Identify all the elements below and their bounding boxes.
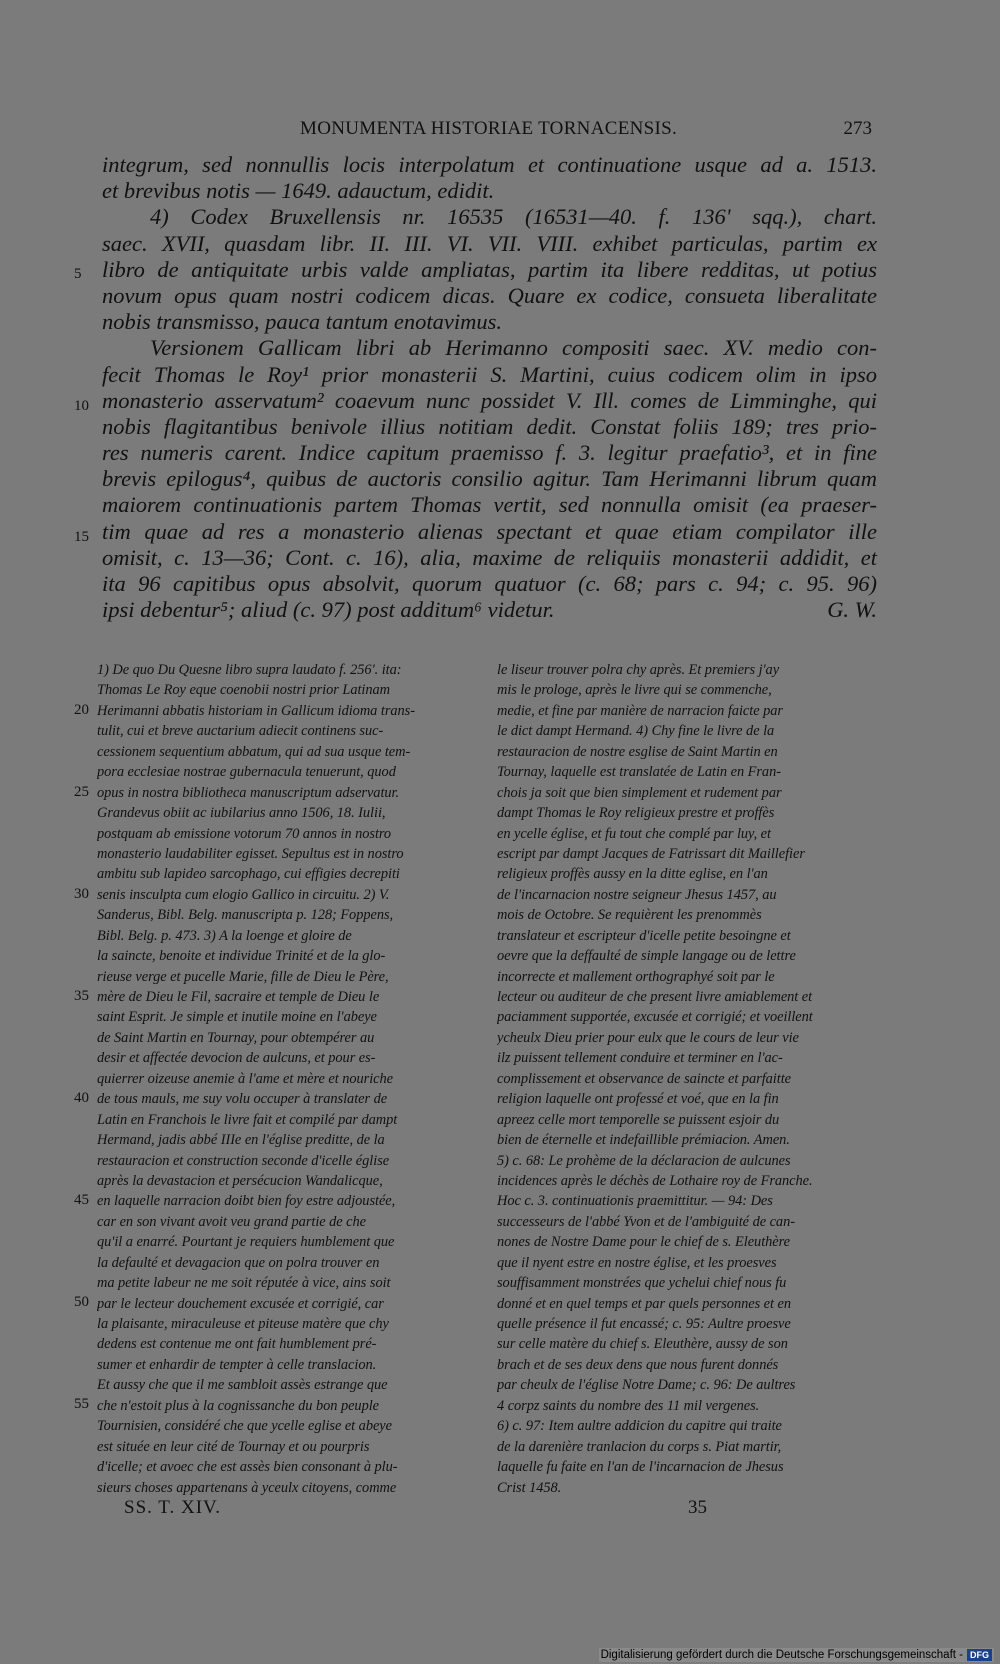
footnote-line: medie, et fine par manière de narracion faicte par [497, 702, 783, 719]
digitization-credit [599, 1648, 994, 1662]
main-line: et brevibus notis — 1649. adauctum, edidit. [102, 178, 495, 204]
line-number: 35 [74, 988, 89, 1004]
footnote-line: Bibl. Belg. p. 473. 3) A la loenge et gloire de [97, 927, 352, 944]
line-number: 20 [74, 702, 89, 718]
footnote-line: le dict dampt Hermand. 4) Chy fine le livre de la [497, 723, 775, 740]
footnote-line: 6) c. 97: Item aultre addicion du capitre qui traite [497, 1418, 782, 1435]
line-number: 45 [74, 1192, 89, 1208]
footnote-line: quelle présence il fut encassé; c. 95: Aultre proesve [497, 1316, 791, 1332]
footnote-line: mère de Dieu le Fil, sacraire et temple de Dieu le [97, 989, 380, 1005]
footnote-line: successeurs de l'abbé Yvon et de l'ambiguité de can- [497, 1213, 795, 1230]
footnote-line: dedens est contenue me ont fait humblement pré- [97, 1336, 377, 1353]
footnotes-right-column [497, 660, 873, 1498]
footnote-line: Herimanni abbatis historiam in Gallicum idioma trans- [97, 702, 415, 719]
main-text [102, 152, 877, 623]
dfg-logo: DFG [967, 1649, 992, 1661]
line-number: 30 [74, 886, 89, 902]
line-number: 15 [74, 529, 89, 545]
main-line: tim quae ad res a monasterio alienas spectant et quae etiam compilator ille [102, 518, 877, 544]
main-line: ita 96 capitibus opus absolvit, quorum quatuor (c. 68; pars c. 94; c. 95. 96) [102, 571, 877, 596]
footnote-line: la defaulté et devagacion que on polra trouver en [97, 1254, 380, 1271]
footnote-line: saint Esprit. Je simple et inutile moine en l'abeye [97, 1009, 377, 1026]
line-number: 25 [74, 784, 89, 800]
footnote-line: Thomas Le Roy eque coenobii nostri prior Latinam [97, 682, 391, 699]
footnote-line: ambitu sub lapideo sarcophago, cui effigies decrepiti [97, 866, 400, 883]
main-line: fecit Thomas le Roy¹ prior monasterii S. Martini, cuius codicem olim in ipso [102, 361, 877, 387]
page-number: 273 [843, 118, 872, 139]
line-number: 50 [74, 1294, 89, 1310]
footnote-line: incidences après le déchès de Lothaire roy de Franche. [497, 1172, 813, 1189]
footnote-line: que il nyent estre en nostre église, et les proesves [497, 1254, 777, 1271]
footnote-line: par cheulx de l'église Notre Dame; c. 96: De aultres [497, 1377, 796, 1394]
footnote-line: senis insculpta cum elogio Gallico in circuitu. 2) V. [97, 886, 390, 903]
footnote-line: religion laquelle ont professé et voé, que en la fin [497, 1091, 779, 1108]
footnote-line: de tous mauls, me suy volu occuper à translater de [97, 1091, 388, 1108]
main-line: novum opus quam nostri codicem dicas. Quare ex codice, consueta liberalitate [102, 282, 877, 308]
footnote-line: cessionem sequentium abbatum, qui ad sua usque tem- [97, 743, 411, 760]
footnote-line: sumer et enhardir de tempter à celle translacion. [97, 1356, 377, 1373]
author-signature: G. W. [827, 597, 877, 623]
main-line: res numeris carent. Indice capitum praemisso f. 3. legitur praefatio³, et in fine [102, 440, 877, 466]
footnote-line: paciamment supportée, excusée et corrigié; et voeillent [497, 1009, 813, 1026]
footnote-line: de Saint Martin en Tournay, pour obtempérer au [97, 1029, 375, 1046]
main-line: maiorem continuationis partem Thomas vertit, sed nonnulla omisit (ea praeser- [102, 492, 877, 518]
sheet-number: 35 [688, 1497, 707, 1518]
footnote-line: 1) De quo Du Quesne libro supra laudato f. 256'. ita: [97, 662, 402, 678]
footnote-line: laquelle fu faite en l'an de l'incarnacion de Jhesus [497, 1459, 784, 1476]
footnote-line: Tournisien, considéré che que ycelle eglise et abeye [97, 1418, 392, 1435]
footnote-line: religieux proffès aussy en la ditte eglise, en l'an [497, 866, 768, 883]
footnote-line: dampt Thomas le Roy religieux prestre et proffès [497, 805, 775, 822]
footnote-line: ycheulx Dieu prier pour eulx que le cours de leur vie [497, 1029, 799, 1046]
running-title: MONUMENTA HISTORIAE TORNACENSIS. [300, 118, 678, 139]
main-line: Versionem Gallicam libri ab Herimanno compositi saec. XV. medio con- [150, 335, 877, 361]
line-number: 40 [74, 1090, 89, 1106]
footnote-line: 5) c. 68: Le prohème de la déclaracion de aulcunes [497, 1152, 791, 1169]
main-line: integrum, sed nonnullis locis interpolatum et continuatione usque ad a. 1513. [102, 152, 877, 177]
footnote-line: de l'incarnacion nostre seigneur Jhesus 1457, au [497, 886, 777, 903]
main-line: nobis flagitantibus benivole illius notitiam dedit. Constat foliis 189; tres prio- [102, 413, 877, 439]
main-line: monasterio asservatum² coaevum nunc possidet V. Ill. comes de Limminghe, qui [102, 387, 877, 413]
signature-mark: SS. T. XIV. [124, 1497, 222, 1518]
footnote-line: mois de Octobre. Se requièrent les prenommès [497, 907, 762, 924]
footnote-line: Grandevus obiit ac iubilarius anno 1506, 18. Iulii, [97, 805, 386, 822]
footnote-line: restauracion et construction seconde d'icelle église [97, 1152, 390, 1169]
footnote-line: le liseur trouver polra chy après. Et premiers j'ay [497, 662, 780, 678]
footnote-line: monasterio laudabiliter egisset. Sepultus est in nostro [97, 845, 404, 862]
footnote-line: quierrer oizeuse anemie à l'ame et mère et nouriche [97, 1070, 393, 1087]
footnote-line: opus in nostra bibliotheca manuscriptum adservatur. [97, 784, 400, 801]
footnote-line: Sanderus, Bibl. Belg. manuscripta p. 128; Foppens, [97, 907, 394, 924]
footnote-line: oevre que la deffaulté de simple langage ou de lettre [497, 948, 796, 965]
footnote-line: complissement et observance de saincte et parfaitte [497, 1070, 791, 1087]
footnote-line: escript par dampt Jacques de Fatrissart dit Maillefier [497, 845, 805, 862]
running-head [102, 118, 872, 144]
footnote-line: Et aussy che que il me sambloit assès estrange que [97, 1377, 388, 1394]
footnote-line: souffisamment monstrées que ychelui chief nous fu [497, 1275, 787, 1292]
footnote-line: en ycelle église, et fu tout che complé par luy, et [497, 825, 771, 842]
main-line: 4) Codex Bruxellensis nr. 16535 (16531—40. f. 136' sqq.), chart. [150, 204, 877, 230]
footnote-line: nones de Nostre Dame pour le chief de s. Eleuthère [497, 1234, 790, 1251]
footnote-line: donné et en quel temps et par quels personnes et en [497, 1295, 791, 1312]
footnote-line: che n'estoit plus à la cognissanche du bon peuple [97, 1397, 379, 1414]
footnote-line: la plaisante, miraculeuse et piteuse matère que chy [97, 1316, 389, 1332]
footnote-line: rieuse verge et pucelle Marie, fille de Dieu le Père, [97, 968, 389, 985]
footnote-line: d'icelle; et avoec che est assès bien consonant à plu- [97, 1459, 398, 1476]
footnote-line: desir et affectée devocion de aulcuns, et pour es- [97, 1050, 376, 1067]
footnote-line: Hoc c. 3. continuationis praemittitur. — 94: Des [497, 1193, 773, 1210]
footnote-line: incorrecte et mallement orthographyé soit par le [497, 968, 775, 985]
footnote-line: qu'il a enarré. Pourtant je requiers humblement que [97, 1234, 395, 1251]
credit-text: Digitalisierung gefördert durch die Deutsche Forschungsgemeinschaft - [600, 1649, 963, 1661]
line-number: 5 [74, 266, 82, 282]
main-line: saec. XVII, quasdam libr. II. III. VI. VII. VIII. exhibet particulas, partim ex [102, 230, 877, 256]
footnote-line: est située en leur cité de Tournay et ou pourpris [97, 1438, 370, 1455]
footnote-line: mis le prologe, après le livre qui se commenche, [497, 682, 772, 699]
line-number: 10 [74, 398, 89, 414]
footnote-line: Crist 1458. [497, 1479, 562, 1496]
footnote-line: bien de éternelle et indefaillible prémiacion. Amen. [497, 1132, 790, 1149]
footnote-line: translateur et escripteur d'icelle petite besoingne et [497, 927, 791, 944]
main-line: omisit, c. 13—36; Cont. c. 16), alia, maxime de reliquiis monasterii addidit, et [102, 544, 877, 570]
line-number: 55 [74, 1396, 89, 1412]
main-line: brevis epilogus⁴, quibus de auctoris consilio agitur. Tam Herimanni librum quam [102, 466, 877, 492]
footnote-line: sur celle matère du chief s. Eleuthère, aussy de son [497, 1336, 788, 1353]
footnote-line: postquam ab emissione votorum 70 annos in nostro [97, 825, 392, 842]
main-line-last [102, 597, 877, 623]
footnote-line: Latin en Franchois le livre fait et compilé par dampt [97, 1111, 398, 1128]
main-line: libro de antiquitate urbis valde ampliatas, partim ita libere redditas, ut potius [102, 256, 877, 282]
footnote-line: par le lecteur douchement excusée et corrigié, car [97, 1295, 384, 1312]
footnote-line: ma petite labeur ne me soit réputée à vice, ains soit [97, 1275, 391, 1292]
footnote-line: lecteur ou auditeur de che present livre amiablement et [497, 989, 813, 1005]
footnote-line: tulit, cui et breve auctarium adiecit continens suc- [97, 723, 384, 740]
footnote-line: ilz puissent tellement conduire et terminer en l'ac- [497, 1050, 783, 1067]
footnote-line: apreez celle mort temporelle se puissent esjoir du [497, 1111, 780, 1128]
main-line: nobis transmisso, pauca tantum enotavimus. [102, 309, 503, 335]
footnote-line: de la darenière tranlacion du corps s. Piat martir, [497, 1438, 782, 1455]
main-line-text: ipsi debentur⁵; aliud (c. 97) post additum⁶ videtur. [102, 597, 555, 623]
footnote-line: brach et de ses deux dens que nous furent donnés [497, 1356, 779, 1373]
footnote-line: sieurs choses appartenans à yceulx citoyens, comme [97, 1479, 397, 1496]
footnote-line: après la devastacion et persécucion Wandalicque, [97, 1172, 383, 1189]
footnote-line: car en son vivant avoit veu grand partie de che [97, 1213, 366, 1230]
footnote-line: la saincte, benoite et individue Trinité et de la glo- [97, 948, 386, 965]
footnote-line: 4 corpz saints du nombre des 11 mil vergenes. [497, 1397, 760, 1414]
footnote-line: chois ja soit que bien simplement et rudement par [497, 784, 782, 801]
footnote-line: en laquelle narracion doibt bien foy estre adjoustée, [97, 1193, 396, 1210]
footnotes-left-column [97, 660, 473, 1498]
footnote-line: Tournay, laquelle est translatée de Latin en Fran- [497, 764, 781, 781]
footnote-line: pora ecclesiae nostrae gubernacula tenuerunt, quod [97, 764, 396, 781]
footnote-line: restauracion de nostre esglise de Saint Martin en [497, 743, 778, 760]
footnote-line: Hermand, jadis abbé IIIe en l'église preditte, de la [97, 1132, 385, 1149]
